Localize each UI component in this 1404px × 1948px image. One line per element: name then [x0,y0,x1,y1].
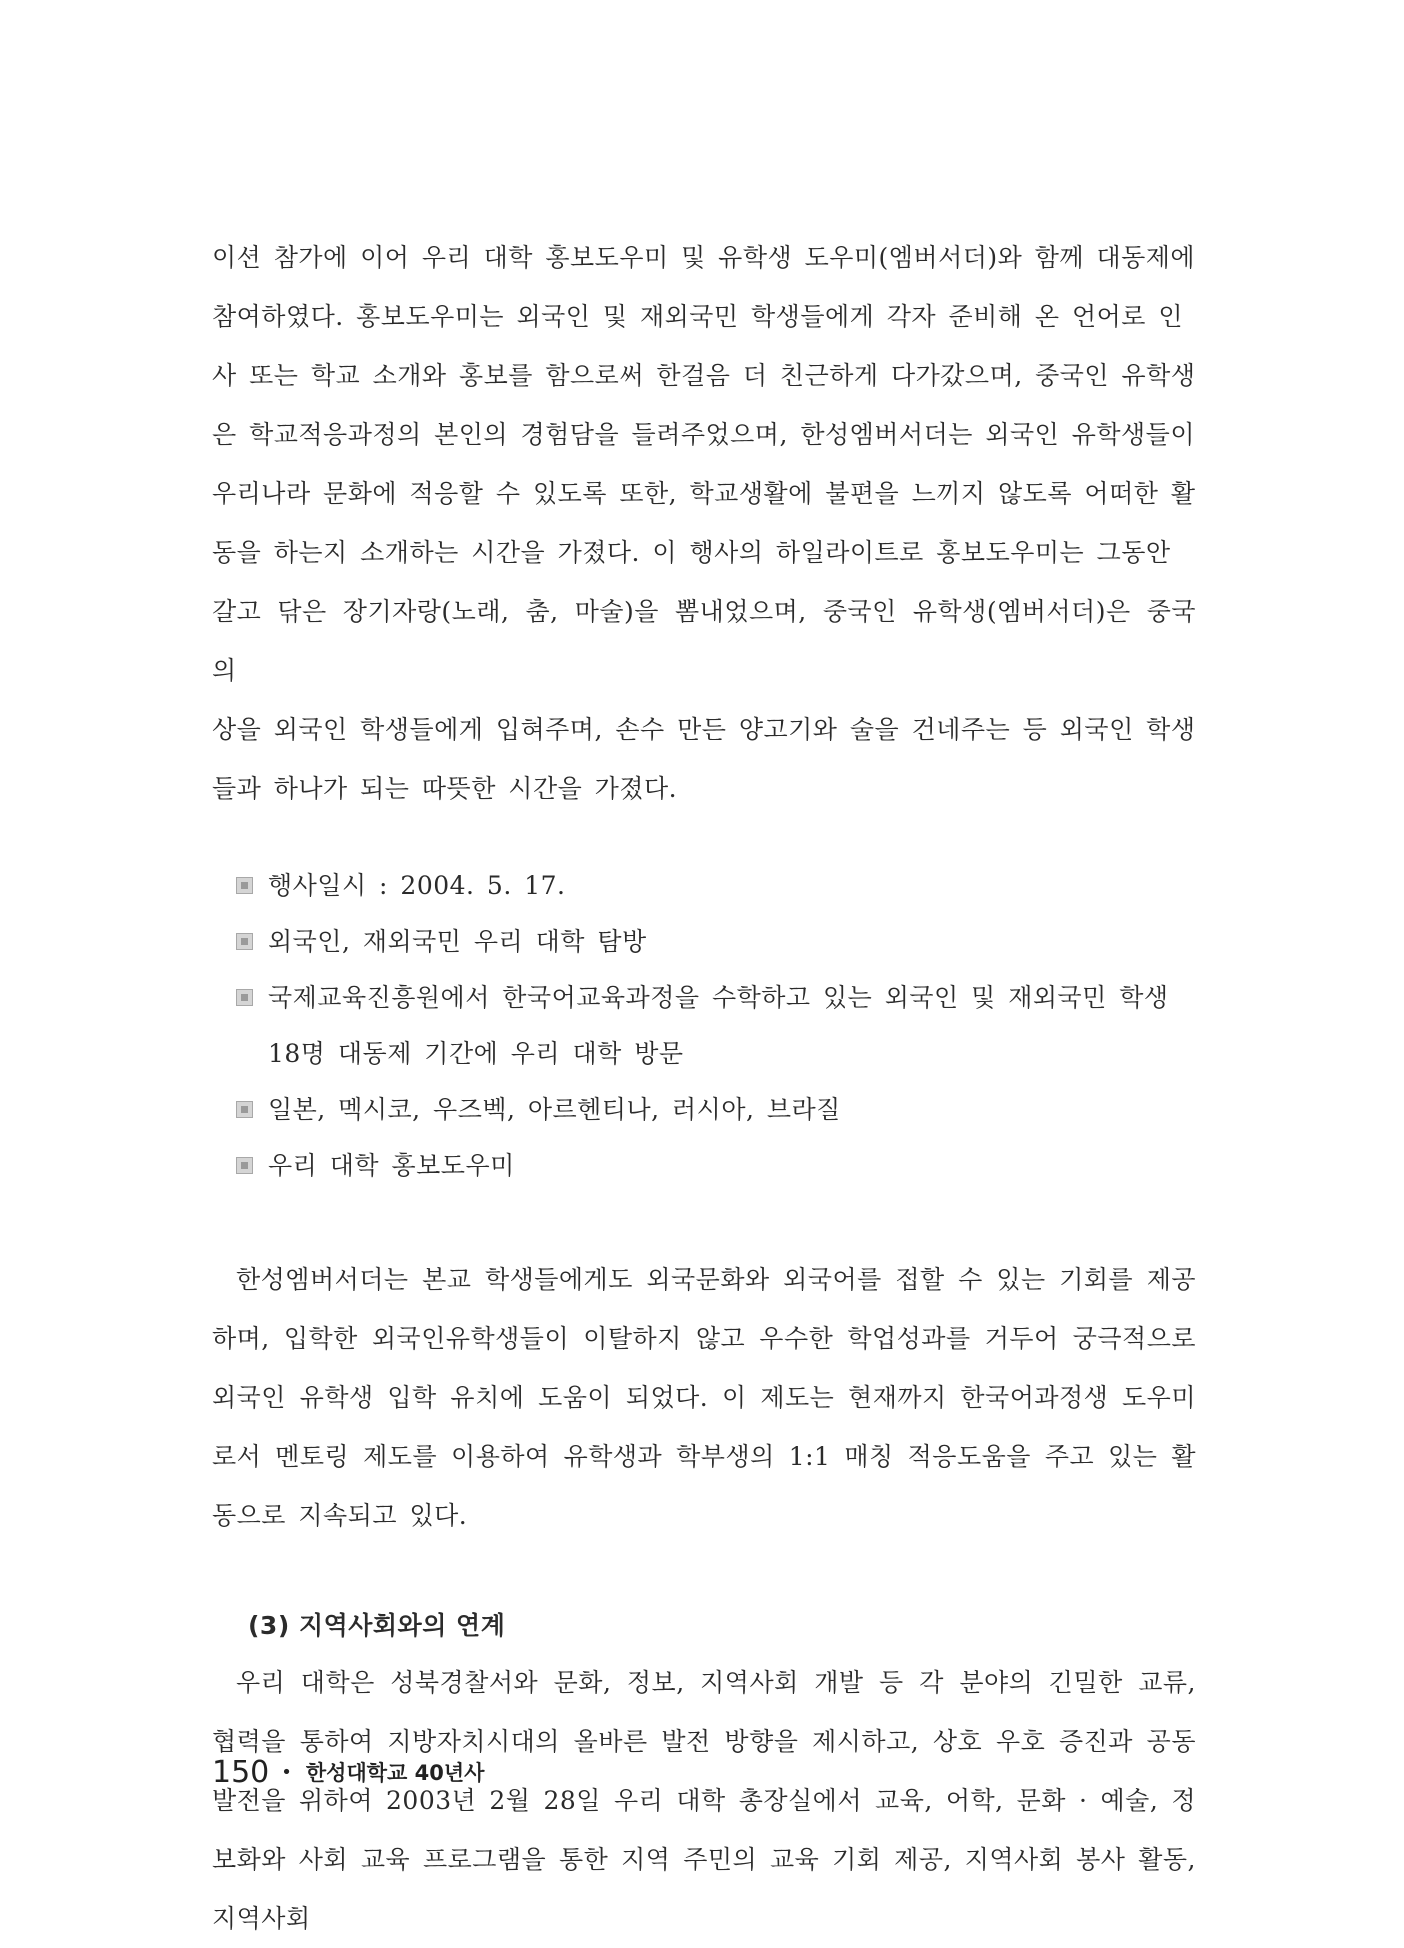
event-title: 외국인, 재외국민 우리 대학 탐방 [268,927,647,956]
paragraph-continued [212,228,1196,818]
list-item [236,858,1196,914]
paragraph-line: 동을 하는지 소개하는 시간을 가졌다. 이 행사의 하일라이트로 홍보도우미는 그동안 [212,538,1171,567]
paragraph-line: 은 학교적응과정의 본인의 경험담을 들려주었으며, 한성엠버서더는 외국인 유학생들이 [212,420,1195,449]
paragraph-ambassador: 한성엠버서더는 본교 학생들에게도 외국문화와 외국어를 접할 수 있는 기회를 제공하며, 입학한 외국인유학생들이 이탈하지 않고 우수한 학업성과를 거두어 궁극적으로 외국인 유학생 입학 유치에 도움이 되었다. 이 제도는 현재까지 한국어과정생 도우미로서 멘토링 제도를 이용하여 유학생과 학부생의 1:1 매칭 적응도움을 주고 있는 활동으로 지속되고 있다. [212,1265,1196,1530]
list-item [236,1138,1196,1194]
event-details-list [212,858,1196,1194]
event-host: 우리 대학 홍보도우미 [268,1151,515,1180]
square-bullet-icon [236,933,253,950]
paragraph-community: 우리 대학은 성북경찰서와 문화, 정보, 지역사회 개발 등 각 분야의 긴밀한 교류, 협력을 통하여 지방자치시대의 올바른 발전 방향을 제시하고, 상호 우호 증진과 공동 발전을 위하여 2003년 2월 28일 우리 대학 총장실에서 교육, 어학, 문화 · 예술, 정보화와 사회 교육 프로그램을 통한 지역 주민의 교육 기회 제공, 지역사회 봉사 활동, 지역사회 [212,1668,1196,1933]
paragraph-line: 갈고 닦은 장기자랑(노래, 춤, 마술)을 뽐내었으며, 중국인 유학생(엠버서더)은 중국 의 [212,597,1196,685]
page-number: 150 [212,1754,270,1790]
event-date: 행사일시 : 2004. 5. 17. [268,871,566,900]
book-title: 한성대학교 40년사 [305,1761,485,1785]
paragraph-line: 들과 하나가 되는 따뜻한 시간을 가졌다. [212,774,678,803]
spacer [212,1194,1196,1250]
section-heading: (3) 지역사회와의 연계 [248,1611,506,1640]
list-item [236,914,1196,970]
square-bullet-icon [236,989,253,1006]
square-bullet-icon [236,877,253,894]
page-body [212,228,1196,1948]
paragraph-line: 상을 외국인 학생들에게 입혀주며, 손수 만든 양고기와 술을 건네주는 등 외국인 학생 [212,715,1196,744]
paragraph-line: 이션 참가에 이어 우리 대학 홍보도우미 및 유학생 도우미(엠버서더)와 함께 대동제에 [212,243,1196,272]
square-bullet-icon [236,1157,253,1174]
paragraph-line: 참여하였다. 홍보도우미는 외국인 및 재외국민 학생들에게 각자 준비해 온 언어로 인 [212,302,1184,331]
square-bullet-icon [236,1101,253,1118]
list-item [236,970,1196,1082]
paragraph-line: 우리나라 문화에 적응할 수 있도록 또한, 학교생활에 불편을 느끼지 않도록 어떠한 활 [212,479,1196,508]
list-item [236,1082,1196,1138]
page-footer [212,1752,484,1792]
participant-countries: 일본, 멕시코, 우즈벡, 아르헨티나, 러시아, 브라질 [268,1095,841,1124]
paragraph-line: 사 또는 학교 소개와 홍보를 함으로써 한걸음 더 친근하게 다가갔으며, 중국인 유학생 [212,361,1196,390]
footer-separator: • [281,1761,292,1783]
event-participants: 국제교육진흥원에서 한국어교육과정을 수학하고 있는 외국인 및 재외국민 학생 18명 대동제 기간에 우리 대학 방문 [268,983,1169,1068]
